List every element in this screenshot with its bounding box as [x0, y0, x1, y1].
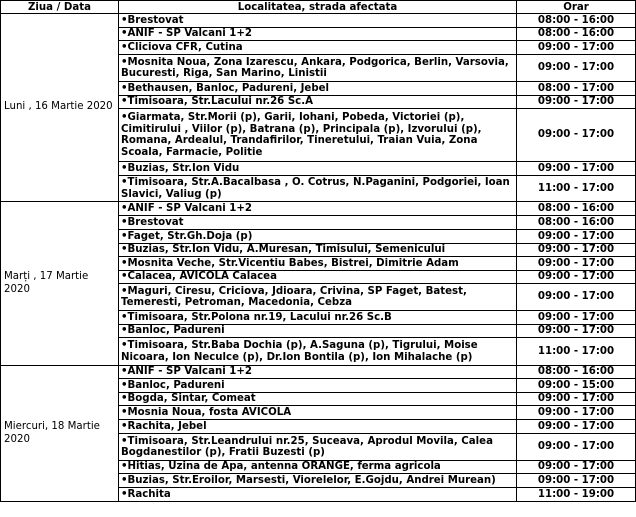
location-text: Calacea, AVICOLA Calacea — [127, 271, 277, 283]
bullet-icon: • — [121, 162, 128, 174]
bullet-icon: • — [121, 177, 128, 188]
location-cell — [119, 488, 517, 502]
location-cell — [119, 420, 517, 434]
time-cell: 08:00 - 16:00 — [517, 216, 636, 230]
location-cell — [119, 366, 517, 379]
time-cell: 08:00 - 16:00 — [517, 28, 636, 41]
time-cell: 09:00 - 15:00 — [517, 379, 636, 393]
time-cell: 09:00 - 17:00 — [517, 420, 636, 434]
location-text: Bogda, Sintar, Comeat — [127, 393, 256, 405]
location-text: Mosnita Noua, Zona Izarescu, Ankara, Podgorica, Berlin, Varsovia, Bucuresti, Riga, San Marino, Linistii — [121, 56, 509, 79]
bullet-icon: • — [121, 474, 128, 486]
location-cell — [119, 41, 517, 55]
location-cell — [119, 338, 517, 366]
header-time: Orar — [517, 1, 636, 14]
time-cell: 09:00 - 17:00 — [517, 406, 636, 420]
location-text: Brestovat — [127, 216, 184, 228]
location-cell — [119, 325, 517, 338]
location-text: Timisoara, Str.Polona nr.19, Lacului nr.26 Sc.B — [127, 311, 392, 323]
time-cell: 09:00 - 17:00 — [517, 162, 636, 176]
location-cell — [119, 176, 517, 202]
table-row — [1, 14, 636, 28]
location-text: Mosnita Veche, Str.Vicentiu Babes, Bistrei, Dimitrie Adam — [127, 257, 459, 269]
time-cell: 09:00 - 17:00 — [517, 461, 636, 474]
time-cell: 08:00 - 17:00 — [517, 82, 636, 96]
location-cell — [119, 82, 517, 96]
location-cell — [119, 55, 517, 82]
bullet-icon: • — [121, 379, 128, 391]
location-text: ANIF - SP Valcani 1+2 — [127, 202, 252, 214]
time-cell: 09:00 - 17:00 — [517, 271, 636, 284]
location-text: Buzias, Str.Ion Vidu, A.Muresan, Timisului, Semenicului — [127, 244, 446, 256]
location-text: Rachita, Jebel — [127, 420, 207, 432]
location-cell — [119, 162, 517, 176]
bullet-icon: • — [121, 244, 128, 256]
location-text: Cliciova CFR, Cutina — [127, 41, 243, 53]
location-cell — [119, 257, 517, 271]
header-day: Ziua / Data — [1, 1, 119, 14]
time-cell: 09:00 - 17:00 — [517, 311, 636, 325]
location-cell — [119, 461, 517, 474]
bullet-icon: • — [121, 96, 128, 108]
location-text: Buzias, Str.Eroilor, Marsesti, Viorelelor, E.Gojdu, Andrei Murean) — [127, 474, 496, 486]
location-text: Brestovat — [127, 14, 184, 26]
location-cell — [119, 379, 517, 393]
location-text: Hitias, Uzina de Apa, antenna ORANGE, ferma agricola — [127, 461, 441, 473]
bullet-icon: • — [121, 285, 128, 297]
table-row — [1, 366, 636, 379]
day-cell: Marți , 17 Martie 2020 — [1, 202, 119, 366]
time-cell: 11:00 - 17:00 — [517, 338, 636, 366]
location-cell — [119, 406, 517, 420]
bullet-icon: • — [121, 202, 128, 214]
location-text: Maguri, Ciresu, Criciova, Jdioara, Crivina, SP Faget, Batest, Temeresti, Petroman, Macedonia, Cebza — [121, 285, 467, 308]
location-cell — [119, 434, 517, 461]
location-cell — [119, 202, 517, 216]
time-cell: 09:00 - 17:00 — [517, 109, 636, 162]
bullet-icon: • — [121, 325, 128, 337]
bullet-icon: • — [121, 41, 128, 53]
location-text: Mosnia Noua, fosta AVICOLA — [127, 406, 292, 418]
location-text: Bethausen, Banloc, Padureni, Jebel — [127, 82, 330, 94]
time-cell: 09:00 - 17:00 — [517, 230, 636, 244]
bullet-icon: • — [121, 82, 128, 94]
time-cell: 09:00 - 17:00 — [517, 434, 636, 461]
table-row — [1, 202, 636, 216]
location-cell — [119, 230, 517, 244]
bullet-icon: • — [121, 216, 128, 228]
time-cell: 08:00 - 16:00 — [517, 366, 636, 379]
bullet-icon: • — [121, 435, 128, 447]
location-cell — [119, 244, 517, 257]
location-text: ANIF - SP Valcani 1+2 — [127, 366, 252, 378]
time-cell: 11:00 - 17:00 — [517, 176, 636, 202]
time-cell: 09:00 - 17:00 — [517, 257, 636, 271]
time-cell: 11:00 - 19:00 — [517, 488, 636, 502]
header-row — [1, 1, 636, 14]
bullet-icon: • — [121, 366, 128, 378]
location-cell — [119, 28, 517, 41]
time-cell: 09:00 - 17:00 — [517, 55, 636, 82]
location-cell — [119, 14, 517, 28]
location-text: Timisoara, Str.A.Bacalbasa , O. Cotrus, N.Paganini, Podgoriei, Ioan Slavici, Valiug (p) — [121, 177, 510, 200]
bullet-icon: • — [121, 271, 128, 283]
time-cell: 09:00 - 17:00 — [517, 474, 636, 488]
location-text: Timisoara, Str.Leandrului nr.25, Suceava, Aprodul Movila, Calea Bogdanestilor (p), Fratii Buzesti (p) — [121, 435, 493, 458]
location-text: ANIF - SP Valcani 1+2 — [127, 28, 252, 40]
bullet-icon: • — [121, 311, 128, 323]
location-text: Banloc, Padureni — [127, 379, 225, 391]
bullet-icon: • — [121, 56, 128, 68]
location-cell — [119, 284, 517, 311]
time-cell: 09:00 - 17:00 — [517, 325, 636, 338]
bullet-icon: • — [121, 461, 128, 473]
time-cell: 08:00 - 16:00 — [517, 202, 636, 216]
location-cell — [119, 474, 517, 488]
time-cell: 09:00 - 17:00 — [517, 41, 636, 55]
bullet-icon: • — [121, 112, 128, 123]
location-text: Faget, Str.Gh.Doja (p) — [127, 230, 253, 242]
location-cell — [119, 109, 517, 162]
location-cell — [119, 271, 517, 284]
location-text: Giarmata, Str.Morii (p), Garii, Iohani, Pobeda, Victoriei (p), Cimitirului , Viilor (p), Batrana (p), Principala (p), Izvorului (p), Romana, Ardealul, Trandafirilor, Tineretului, Traian Vuia, Zona Scoala, Farmacie, Politie — [121, 112, 482, 158]
location-text: Timisoara, Str.Lacului nr.26 Sc.A — [127, 96, 313, 108]
location-cell — [119, 311, 517, 325]
bullet-icon: • — [121, 406, 128, 418]
bullet-icon: • — [121, 257, 128, 269]
location-text: Timisoara, Str.Baba Dochia (p), A.Saguna (p), Tigrului, Moise Nicoara, Ion Neculce (p), Dr.Ion Bontila (p), Ion Mihalache (p) — [121, 340, 478, 363]
location-text: Buzias, Str.Ion Vidu — [127, 162, 240, 174]
location-cell — [119, 393, 517, 406]
day-cell: Miercuri, 18 Martie 2020 — [1, 366, 119, 502]
location-text: Banloc, Padureni — [127, 325, 225, 337]
time-cell: 09:00 - 17:00 — [517, 244, 636, 257]
time-cell: 09:00 - 17:00 — [517, 284, 636, 311]
bullet-icon: • — [121, 488, 128, 500]
bullet-icon: • — [121, 28, 128, 40]
header-location: Localitatea, strada afectata — [119, 1, 517, 14]
location-cell — [119, 216, 517, 230]
bullet-icon: • — [121, 393, 128, 405]
bullet-icon: • — [121, 14, 128, 26]
bullet-icon: • — [121, 230, 128, 242]
location-text: Rachita — [127, 488, 171, 500]
location-cell — [119, 96, 517, 109]
time-cell: 09:00 - 17:00 — [517, 393, 636, 406]
schedule-body — [1, 14, 636, 502]
bullet-icon: • — [121, 420, 128, 432]
time-cell: 08:00 - 16:00 — [517, 14, 636, 28]
day-cell: Luni , 16 Martie 2020 — [1, 14, 119, 202]
bullet-icon: • — [121, 340, 128, 351]
time-cell: 09:00 - 17:00 — [517, 96, 636, 109]
